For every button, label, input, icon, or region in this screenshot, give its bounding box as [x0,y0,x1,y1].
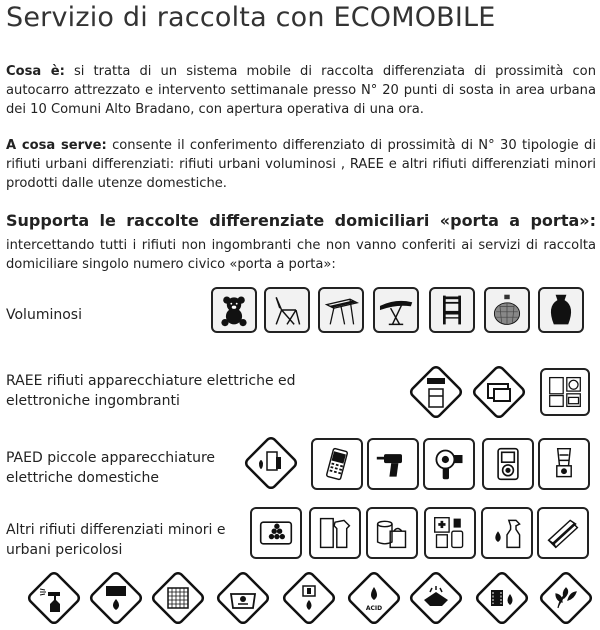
chemical-bottles-icon [481,507,533,559]
cosa-e-text: si tratta di un sistema mobile di raccolta differenziata di prossimità con autocarro attrezzato e intervento settimanale presso N° 20 punti di sosta in area urbana dei 10 Comuni Alto Bradano, con apertura operativa di una ora. [6,64,596,117]
drill-icon [367,438,419,490]
plant-pesticide-icon [538,570,594,626]
air-conditioner-icon [408,364,464,420]
motor-oil-icon [88,570,144,626]
acid-icon [346,570,402,626]
acid-label: ACID [365,605,383,612]
mobile-phone-icon [311,438,363,490]
ironing-board-icon [373,287,419,333]
filter-icon [150,570,206,626]
demijohn-icon [484,287,530,333]
page-title: Servizio di raccolta con ECOMOBILE [6,2,496,33]
pharmaceuticals-icon [424,507,476,559]
label-paed: PAED piccole apparecchiature elettriche domestiche [6,450,216,486]
tv-monitor-icon [471,364,527,420]
label-altri: Altri rifiuti differenziati minori e urbani pericolosi [6,522,226,558]
folding-chair-icon [264,287,310,333]
a-cosa-serve-label: A cosa serve: [6,138,107,153]
corrosive-hands-icon [408,570,464,626]
toner-cartridge-icon [250,507,302,559]
vase-icon [538,287,584,333]
wood-planks-icon [537,507,589,559]
label-raee: RAEE rifiuti apparecchiature elettriche ed elettroniche ingombranti [6,373,296,409]
chair-icon [429,287,475,333]
hair-dryer-icon [423,438,475,490]
clothes-icon [309,507,361,559]
cosa-e-label: Cosa è: [6,64,65,79]
teddy-bear-icon [211,287,257,333]
drying-rack-icon [318,287,364,333]
supporta-text: intercettando tutti i rifiuti non ingombranti che non vanno conferiti ai servizi di raccolta domiciliare singolo numero civico «porta a porta»: [6,238,596,272]
supporta-heading: Supporta le raccolte differenziate domiciliari «porta a porta»: [6,211,596,230]
cosa-e-paragraph [6,62,596,119]
toxic-container-icon [215,570,271,626]
first-aid-icon [281,570,337,626]
a-cosa-serve-text: consente il conferimento differenziato di prossimità di N° 30 tipologie di rifiuti urbani differenziati: rifiuti urbani voluminosi , RAEE e altri rifiuti differenziati minori prodotti dalle utenze domestiche. [6,138,597,191]
a-cosa-serve-paragraph [6,136,596,193]
batteries-bulbs-icon [243,435,299,491]
paint-cans-icon [366,507,418,559]
blender-icon [538,438,590,490]
kitchen-appliances-icon [540,368,590,416]
mp3-player-icon [482,438,534,490]
spray-bottle-icon [26,570,82,626]
battery-film-icon [474,570,530,626]
label-voluminosi: Voluminosi [6,307,82,323]
